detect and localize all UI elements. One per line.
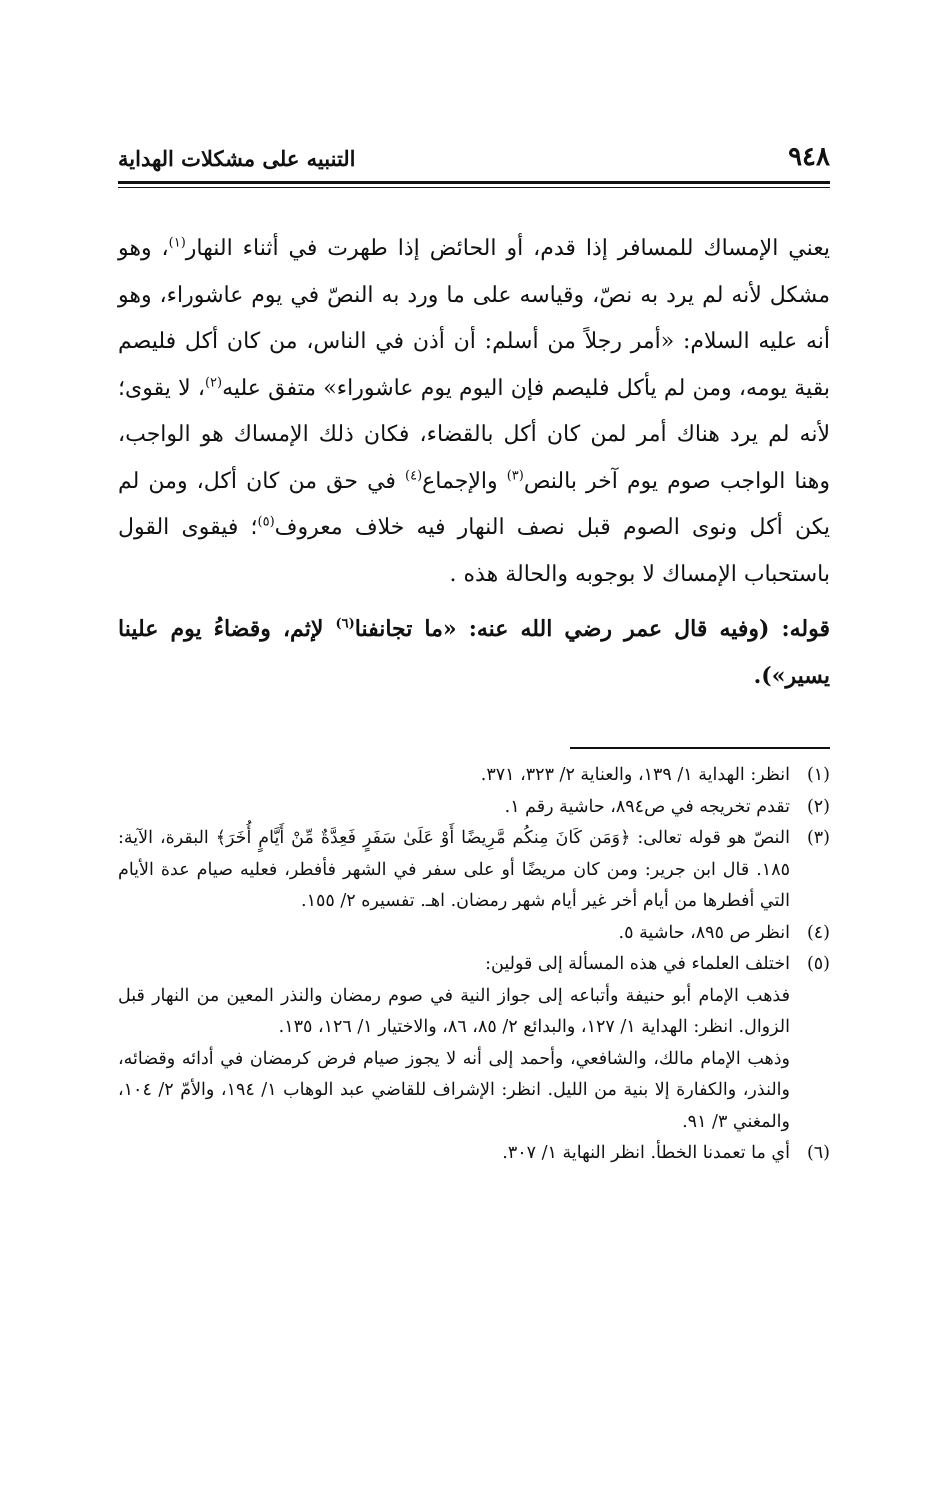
page-header [118,140,830,180]
footnote-item [118,1138,830,1170]
footnote-marker-2: (٢) [204,375,223,391]
qawl-text-segment: قوله: (وفيه قال عمر رضي الله عنه: «ما تجانفنا [354,616,830,642]
footnote-item [118,918,830,950]
footnote-number: (٦) [806,1143,830,1163]
qawl-paragraph [118,606,830,699]
footnote-number: (٥) [806,954,830,974]
footnote-item [118,949,830,981]
footnote-marker-3: (٣) [506,468,524,484]
footnote-marker-4: (٤) [405,468,423,484]
footnote-marker-1: (١) [168,235,186,251]
page-number: ٩٤٨ [788,142,830,172]
body-text-segment: والإجماع [422,468,507,494]
footnote-item [118,823,830,918]
body-text-segment: ، لا يقوى؛ لأنه لم يرد هناك أمر لمن كان أكل بالقضاء، فكان ذلك الإمساك هو الواجب، وهنا الواجب صوم يوم آخر بالنص [118,375,831,494]
footnote-text: النصّ هو قوله تعالى: ﴿وَمَن كَانَ مِنكُم مَّرِيضًا أَوْ عَلَىٰ سَفَرٍ فَعِدَّةٌ مِّنْ أَيَّامٍ أُخَرَ﴾ البقرة، الآية: ١٨٥. قال ابن جرير: ومن كان مريضًا أو على سفر في الشهر فأفطر، فعليه صيام عدة الأيام التي أفطرها من أيام أخر غير أيام شهر رمضان. اهـ. تفسيره ٢/ ١٥٥. [118,828,790,911]
footnote-item [118,760,830,792]
footnote-number: (٣) [806,828,830,848]
header-rule-thin [118,187,830,188]
footnote-text: أي ما تعمدنا الخطأ. انظر النهاية ١/ ٣٠٧. [502,1143,790,1163]
footnote-item [118,792,830,824]
header-rule-thick [118,181,830,184]
footnote-number: (٤) [806,922,830,943]
body-text-segment: في حق من كان أكل، ومن لم يكن أكل ونوى الصوم قبل نصف النهار فيه خلاف معروف [118,468,830,540]
footnotes [118,760,830,1170]
footnote-paragraph: وذهب الإمام مالك، والشافعي، وأحمد إلى أنه لا يجوز صيام فرض كرمضان في أدائه وقضائه، والنذر، والكفارة إلا بنية من الليل. انظر: الإشراف للقاضي عبد الوهاب ١/ ١٩٤، والأمّ ٢/ ١٠٤، والمغني ٣/ ٩١. [118,1048,790,1132]
main-text [118,226,830,699]
footnote-marker-5: (٥) [257,514,275,530]
body-text-segment: ، وهو مشكل لأنه لم يرد به نصّ، وقياسه على ما ورد به النصّ في يوم عاشوراء، وهو أنه عليه السلام: «أمر رجلاً من أسلم: أن أذن في الناس، من كان أكل فليصم بقية يومه، ومن لم يأكل فليصم فإن اليوم يوم عاشوراء» متفق عليه [118,236,830,401]
footnote-number: (١) [806,765,830,785]
body-text-segment: يعني الإمساك للمسافر إذا قدم، أو الحائض إذا طهرت في أثناء النهار [185,236,830,261]
body-text-segment: ؛ فيقوى القول باستحباب الإمساك لا بوجوبه والحالة هذه . [118,515,830,587]
footnote-number: (٢) [806,796,830,817]
footnote-text: انظر ص ٨٩٥، حاشية ٥. [618,922,790,943]
footnote-paragraph: فذهب الإمام أبو حنيفة وأتباعه إلى جواز النية في صوم رمضان والنذر المعين من النهار قبل الزوال. انظر: الهداية ١/ ١٢٧، والبدائع ٢/ ٨٥، ٨٦، والاختيار ١/ ١٢٦، ١٣٥. [118,985,790,1037]
qawl-text-segment: لإثم، وقضاءُ يوم علينا يسير»). [118,616,830,689]
footnote-text: تقدم تخريجه في ص٨٩٤، حاشية رقم ١. [504,796,790,817]
footnote-separator [570,747,830,749]
running-title: التنبيه على مشكلات الهداية [118,146,356,171]
body-paragraph [118,226,830,598]
footnote-text: اختلف العلماء في هذه المسألة إلى قولين: [485,954,790,974]
footnote-text: انظر: الهداية ١/ ١٣٩، والعناية ٢/ ٣٢٣، ٣٧١. [480,765,790,785]
footnote-marker-6: (٦) [335,616,355,632]
